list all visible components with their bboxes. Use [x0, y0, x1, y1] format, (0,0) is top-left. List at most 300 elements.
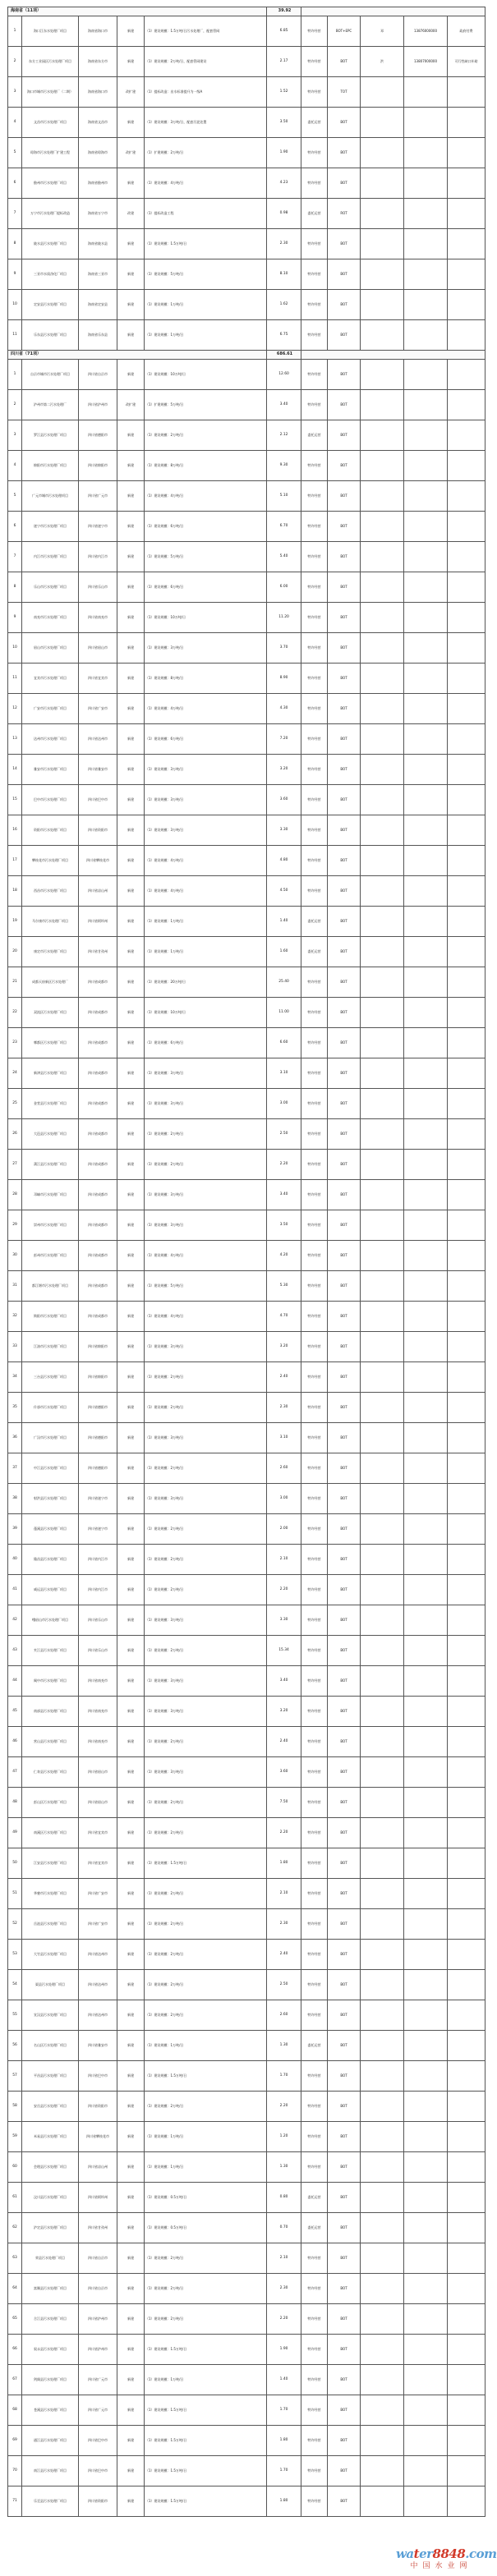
cell-pay: [448, 1545, 485, 1575]
cell-desc: （1）建设规模：2万吨/日: [145, 1636, 267, 1666]
cell-mode: 特许经营: [301, 1332, 328, 1362]
cell-mode: 委托运营: [301, 937, 328, 967]
cell-pay: [448, 694, 485, 724]
cell-phone: [404, 1089, 448, 1119]
cell-no: 55: [8, 2000, 22, 2031]
cell-contact: 邓: [361, 16, 404, 47]
cell-mode: 特许经营: [301, 1302, 328, 1332]
cell-contact: [361, 1514, 404, 1545]
cell-contact: [361, 785, 404, 815]
cell-mode: 特许经营: [301, 1545, 328, 1575]
section-total: 686.61: [267, 351, 301, 360]
cell-mode: 特许经营: [301, 2122, 328, 2152]
cell-desc: （1）建设规模：3万吨/日: [145, 755, 267, 785]
cell-type: 新建: [117, 451, 145, 481]
cell-name: 崇州市污水处理厂项目: [22, 1210, 79, 1241]
cell-contact: [361, 572, 404, 603]
cell-desc: （1）建设规模：2万吨/日: [145, 1940, 267, 1970]
cell-form: BOT: [328, 542, 361, 572]
cell-pay: [448, 1848, 485, 1879]
cell-pay: [448, 755, 485, 785]
table-row: [8, 785, 485, 815]
cell-mode: 特许经营: [301, 1180, 328, 1210]
cell-contact: [361, 2183, 404, 2213]
cell-form: BOT: [328, 1909, 361, 1940]
cell-contact: [361, 1150, 404, 1180]
cell-type: 新建: [117, 2061, 145, 2092]
table-row: [8, 390, 485, 420]
cell-form: BOT: [328, 785, 361, 815]
cell-mode: 特许经营: [301, 138, 328, 168]
cell-pay: [448, 2122, 485, 2152]
cell-no: 31: [8, 1271, 22, 1302]
cell-pay: [448, 1028, 485, 1058]
cell-inv: 5.10: [267, 481, 301, 512]
cell-mode: 特许经营: [301, 2152, 328, 2183]
cell-inv: 2.30: [267, 1909, 301, 1940]
cell-pay: [448, 1909, 485, 1940]
cell-phone: [404, 2152, 448, 2183]
cell-contact: [361, 1180, 404, 1210]
cell-phone: [404, 1970, 448, 2000]
cell-pay: 可行性缺口补助: [448, 47, 485, 77]
cell-area: 四川省成都市: [79, 1058, 117, 1089]
section-filler: [301, 7, 485, 16]
table-row: [8, 694, 485, 724]
cell-type: 新建: [117, 2122, 145, 2152]
cell-form: BOT: [328, 1150, 361, 1180]
cell-desc: （1）建设规模：2万吨/日: [145, 1119, 267, 1150]
cell-no: 7: [8, 542, 22, 572]
cell-mode: 特许经营: [301, 1940, 328, 1970]
cell-inv: 3.60: [267, 1757, 301, 1788]
cell-form: BOT: [328, 1119, 361, 1150]
cell-inv: 2.10: [267, 1879, 301, 1909]
cell-form: BOT: [328, 1210, 361, 1241]
cell-inv: 0.98: [267, 199, 301, 229]
cell-area: 四川省雅安市: [79, 2031, 117, 2061]
cell-no: 8: [8, 572, 22, 603]
cell-contact: [361, 320, 404, 351]
cell-name: 雅安市污水处理厂项目: [22, 755, 79, 785]
table-row: [8, 633, 485, 664]
cell-pay: [448, 259, 485, 290]
cell-mode: 特许经营: [301, 967, 328, 998]
cell-no: 65: [8, 2304, 22, 2335]
cell-desc: （1）建设规模：4万吨/日: [145, 168, 267, 199]
cell-inv: 1.62: [267, 290, 301, 320]
cell-type: 新建: [117, 1362, 145, 1393]
cell-phone: [404, 2304, 448, 2335]
cell-area: 四川省成都市: [79, 1028, 117, 1058]
cell-form: BOT: [328, 1484, 361, 1514]
cell-phone: 13876000000: [404, 16, 448, 47]
cell-phone: [404, 937, 448, 967]
cell-name: 中江县污水处理厂项目: [22, 1453, 79, 1484]
cell-name: 彭州市污水处理厂项目: [22, 1241, 79, 1271]
table-row: [8, 77, 485, 108]
cell-phone: [404, 2061, 448, 2092]
cell-contact: [361, 1970, 404, 2000]
table-row: [8, 259, 485, 290]
cell-type: 新建: [117, 967, 145, 998]
cell-type: 新建: [117, 1089, 145, 1119]
cell-form: BOT: [328, 694, 361, 724]
cell-type: 新建: [117, 1302, 145, 1332]
cell-inv: 1.70: [267, 2061, 301, 2092]
cell-contact: [361, 1727, 404, 1757]
cell-name: 南部县污水处理厂项目: [22, 1697, 79, 1727]
cell-no: 6: [8, 168, 22, 199]
cell-type: 新建: [117, 2000, 145, 2031]
cell-mode: 特许经营: [301, 2456, 328, 2486]
cell-pay: [448, 2213, 485, 2243]
cell-name: 阆中市污水处理厂项目: [22, 1666, 79, 1697]
cell-no: 59: [8, 2122, 22, 2152]
cell-type: 新建: [117, 481, 145, 512]
cell-phone: [404, 2335, 448, 2365]
table-row: [8, 320, 485, 351]
cell-form: BOT: [328, 937, 361, 967]
cell-desc: （1）扩建规模：2万吨/日: [145, 138, 267, 168]
table-row: [8, 2061, 485, 2092]
cell-desc: （1）建设规模：1.5万吨/日: [145, 2486, 267, 2517]
cell-phone: [404, 846, 448, 876]
cell-inv: 2.60: [267, 1453, 301, 1484]
cell-phone: [404, 77, 448, 108]
cell-name: 郫都区污水处理厂项目: [22, 1028, 79, 1058]
cell-mode: 特许经营: [301, 1058, 328, 1089]
cell-phone: [404, 2000, 448, 2031]
table-row: [8, 451, 485, 481]
cell-no: 45: [8, 1697, 22, 1727]
cell-name: 双流区污水处理厂项目: [22, 998, 79, 1028]
cell-pay: [448, 512, 485, 542]
cell-contact: [361, 1271, 404, 1302]
cell-area: 四川省眉山市: [79, 633, 117, 664]
cell-area: 四川省成都市: [79, 1180, 117, 1210]
cell-area: 四川省广安市: [79, 1879, 117, 1909]
table-row: [8, 815, 485, 846]
table-row: [8, 1089, 485, 1119]
cell-name: 定安县污水处理厂项目: [22, 290, 79, 320]
cell-name: 儋州市污水处理厂项目: [22, 168, 79, 199]
cell-phone: [404, 2395, 448, 2426]
cell-desc: （1）建设规模：3万吨/日: [145, 1058, 267, 1089]
cell-desc: （1）建设规模：2万吨/日: [145, 1879, 267, 1909]
cell-inv: 1.30: [267, 2031, 301, 2061]
cell-mode: 特许经营: [301, 1818, 328, 1848]
cell-pay: [448, 1362, 485, 1393]
cell-desc: （1）建设规模：1万吨/日: [145, 2031, 267, 2061]
cell-no: 10: [8, 633, 22, 664]
cell-mode: 特许经营: [301, 16, 328, 47]
cell-name: 江安县污水处理厂项目: [22, 1848, 79, 1879]
table-row: [8, 1210, 485, 1241]
cell-name: 攀枝花市污水处理厂项目: [22, 846, 79, 876]
cell-form: BOT: [328, 2395, 361, 2426]
cell-phone: [404, 1423, 448, 1453]
cell-contact: [361, 1545, 404, 1575]
cell-name: 海口市城市污水处理厂（二期）: [22, 77, 79, 108]
cell-desc: （1）建设规模：3万吨/日: [145, 1180, 267, 1210]
cell-area: 四川省乐山市: [79, 572, 117, 603]
cell-name: 营山县污水处理厂项目: [22, 1727, 79, 1757]
cell-contact: [361, 390, 404, 420]
cell-mode: 特许经营: [301, 2000, 328, 2031]
cell-pay: [448, 229, 485, 259]
table-row: [8, 1970, 485, 2000]
cell-name: 宣汉县污水处理厂项目: [22, 2000, 79, 2031]
cell-name: 华蓥市污水处理厂项目: [22, 1879, 79, 1909]
cell-no: 11: [8, 320, 22, 351]
table-row: [8, 603, 485, 633]
cell-phone: [404, 1453, 448, 1484]
cell-desc: （1）建设规模：3万吨/日: [145, 633, 267, 664]
table-row: [8, 2092, 485, 2122]
cell-no: 18: [8, 876, 22, 907]
cell-contact: [361, 138, 404, 168]
cell-contact: [361, 168, 404, 199]
cell-pay: [448, 1180, 485, 1210]
cell-area: 四川省自贡市: [79, 2243, 117, 2274]
cell-form: BOT: [328, 360, 361, 390]
cell-contact: [361, 77, 404, 108]
cell-type: 新建: [117, 1332, 145, 1362]
cell-area: 四川省南充市: [79, 1727, 117, 1757]
cell-area: 四川省雅安市: [79, 755, 117, 785]
table-row: [8, 846, 485, 876]
table-row: [8, 229, 485, 259]
cell-form: BOT: [328, 1302, 361, 1332]
cell-area: 四川省成都市: [79, 1210, 117, 1241]
cell-phone: [404, 481, 448, 512]
cell-type: 新建: [117, 694, 145, 724]
cell-form: BOT: [328, 603, 361, 633]
cell-contact: 洪: [361, 47, 404, 77]
cell-area: 四川省德阳市: [79, 1393, 117, 1423]
cell-area: 海南省琼海市: [79, 138, 117, 168]
cell-name: 通江县污水处理厂项目: [22, 2426, 79, 2456]
table-row: [8, 1028, 485, 1058]
cell-form: BOT: [328, 967, 361, 998]
cell-mode: 特许经营: [301, 1788, 328, 1818]
cell-pay: [448, 1727, 485, 1757]
cell-inv: 2.20: [267, 2092, 301, 2122]
cell-area: 四川省绵阳市: [79, 1332, 117, 1362]
cell-inv: 6.00: [267, 572, 301, 603]
cell-name: 马尔康市污水处理厂项目: [22, 907, 79, 937]
cell-name: 达州市污水处理厂项目: [22, 724, 79, 755]
cell-contact: [361, 1757, 404, 1788]
cell-name: 蒲江县污水处理厂项目: [22, 1150, 79, 1180]
cell-inv: 2.40: [267, 1940, 301, 1970]
cell-name: 夹江县污水处理厂项目: [22, 1636, 79, 1666]
table-row: [8, 1666, 485, 1697]
cell-phone: [404, 785, 448, 815]
cell-name: 康定市污水处理厂项目: [22, 937, 79, 967]
cell-type: 新建: [117, 2486, 145, 2517]
cell-type: 新建: [117, 2395, 145, 2426]
cell-type: 新建: [117, 2335, 145, 2365]
cell-no: 43: [8, 1636, 22, 1666]
cell-type: 新建: [117, 320, 145, 351]
cell-area: 四川省泸州市: [79, 390, 117, 420]
cell-no: 34: [8, 1362, 22, 1393]
cell-pay: [448, 1697, 485, 1727]
cell-type: 新建: [117, 1028, 145, 1058]
cell-mode: 特许经营: [301, 1453, 328, 1484]
cell-no: 23: [8, 1028, 22, 1058]
cell-type: 新建: [117, 1241, 145, 1271]
cell-mode: 特许经营: [301, 229, 328, 259]
cell-area: 四川省泸州市: [79, 2304, 117, 2335]
cell-type: 新建: [117, 1970, 145, 2000]
cell-no: 9: [8, 259, 22, 290]
cell-pay: [448, 1879, 485, 1909]
cell-pay: [448, 1605, 485, 1636]
cell-area: 四川省成都市: [79, 1150, 117, 1180]
cell-area: 四川省广元市: [79, 481, 117, 512]
cell-desc: （1）建设规模：0.5万吨/日: [145, 2183, 267, 2213]
cell-form: BOT: [328, 108, 361, 138]
cell-mode: 特许经营: [301, 168, 328, 199]
cell-inv: 1.90: [267, 2335, 301, 2365]
cell-pay: [448, 2426, 485, 2456]
cell-inv: 3.10: [267, 1423, 301, 1453]
cell-no: 54: [8, 1970, 22, 2000]
cell-inv: 2.20: [267, 1150, 301, 1180]
cell-area: 四川省达州市: [79, 2000, 117, 2031]
cell-inv: 11.20: [267, 603, 301, 633]
cell-type: 新建: [117, 1423, 145, 1453]
table-row: [8, 108, 485, 138]
cell-no: 67: [8, 2365, 22, 2395]
cell-phone: [404, 2486, 448, 2517]
cell-area: 海南省陵水县: [79, 229, 117, 259]
cell-pay: [448, 2395, 485, 2426]
cell-form: ROT: [328, 199, 361, 229]
cell-pay: [448, 1332, 485, 1362]
cell-mode: 特许经营: [301, 1727, 328, 1757]
cell-desc: （1）建设规模：2万吨/日: [145, 1453, 267, 1484]
cell-area: 四川省成都市: [79, 1119, 117, 1150]
cell-type: 新建: [117, 1757, 145, 1788]
cell-form: BOT: [328, 1545, 361, 1575]
cell-name: 汶川县污水处理厂项目: [22, 2183, 79, 2213]
cell-type: 新建: [117, 1697, 145, 1727]
cell-phone: [404, 1332, 448, 1362]
cell-form: BOT: [328, 1271, 361, 1302]
cell-mode: 特许经营: [301, 1089, 328, 1119]
cell-contact: [361, 542, 404, 572]
cell-pay: [448, 603, 485, 633]
cell-desc: （1）建设规模：2万吨/日: [145, 2000, 267, 2031]
section-title: 海南省（11项）: [8, 7, 267, 16]
cell-name: 内江市污水处理厂项目: [22, 542, 79, 572]
cell-contact: [361, 2092, 404, 2122]
cell-name: 宜宾市污水处理厂项目: [22, 664, 79, 694]
cell-name: 米易县污水处理厂项目: [22, 2122, 79, 2152]
cell-name: 彭山区污水处理厂项目: [22, 1788, 79, 1818]
cell-type: 新建: [117, 785, 145, 815]
cell-name: 金堂县污水处理厂项目: [22, 1089, 79, 1119]
cell-phone: [404, 2426, 448, 2456]
cell-pay: [448, 138, 485, 168]
cell-desc: （1）建设规模：10万吨/日: [145, 603, 267, 633]
cell-phone: [404, 360, 448, 390]
cell-area: 四川省广元市: [79, 2395, 117, 2426]
cell-contact: [361, 2365, 404, 2395]
cell-desc: （1）建设规模：1.5万吨/日: [145, 2426, 267, 2456]
cell-mode: 特许经营: [301, 1210, 328, 1241]
cell-no: 5: [8, 138, 22, 168]
cell-contact: [361, 1818, 404, 1848]
cell-name: 峨眉山市污水处理厂项目: [22, 1605, 79, 1636]
table-row: [8, 907, 485, 937]
cell-form: BOT: [328, 1028, 361, 1058]
cell-no: 51: [8, 1879, 22, 1909]
cell-type: 新建: [117, 907, 145, 937]
cell-area: 四川省南充市: [79, 1697, 117, 1727]
cell-area: 四川省乐山市: [79, 1636, 117, 1666]
cell-inv: 5.30: [267, 1271, 301, 1302]
cell-contact: [361, 998, 404, 1028]
cell-pay: [448, 1940, 485, 1970]
cell-type: 新建: [117, 1605, 145, 1636]
cell-desc: （1）建设规模：2万吨/日: [145, 1788, 267, 1818]
cell-name: 眉山市污水处理厂项目: [22, 633, 79, 664]
cell-form: BOT: [328, 815, 361, 846]
cell-no: 32: [8, 1302, 22, 1332]
cell-contact: [361, 876, 404, 907]
cell-pay: [448, 420, 485, 451]
cell-inv: 1.52: [267, 77, 301, 108]
cell-area: 四川省阿坝州: [79, 2183, 117, 2213]
table-row: [8, 512, 485, 542]
cell-form: BOT: [328, 1241, 361, 1271]
cell-desc: （1）建设规模：4万吨/日: [145, 1302, 267, 1332]
table-row: [8, 998, 485, 1028]
cell-pay: [448, 846, 485, 876]
cell-contact: [361, 2274, 404, 2304]
cell-phone: [404, 512, 448, 542]
cell-type: 新建: [117, 1058, 145, 1089]
cell-mode: 特许经营: [301, 1150, 328, 1180]
cell-type: 新建: [117, 1210, 145, 1241]
project-list-sheet: [7, 7, 485, 2517]
cell-mode: 特许经营: [301, 1423, 328, 1453]
cell-type: 新建: [117, 846, 145, 876]
cell-phone: [404, 572, 448, 603]
cell-mode: 特许经营: [301, 1575, 328, 1605]
cell-contact: [361, 2061, 404, 2092]
cell-mode: 特许经营: [301, 2061, 328, 2092]
cell-contact: [361, 1636, 404, 1666]
cell-mode: 委托运营: [301, 2183, 328, 2213]
cell-form: BOT: [328, 168, 361, 199]
cell-name: 叙永县污水处理厂项目: [22, 2335, 79, 2365]
table-row: [8, 1484, 485, 1514]
cell-desc: （1）建设规模：1万吨/日: [145, 907, 267, 937]
cell-name: 南溪区污水处理厂项目: [22, 1818, 79, 1848]
cell-type: 新建: [117, 1818, 145, 1848]
cell-no: 21: [8, 967, 22, 998]
cell-no: 25: [8, 1089, 22, 1119]
cell-inv: 3.30: [267, 815, 301, 846]
cell-phone: [404, 664, 448, 694]
cell-form: BOT: [328, 1332, 361, 1362]
